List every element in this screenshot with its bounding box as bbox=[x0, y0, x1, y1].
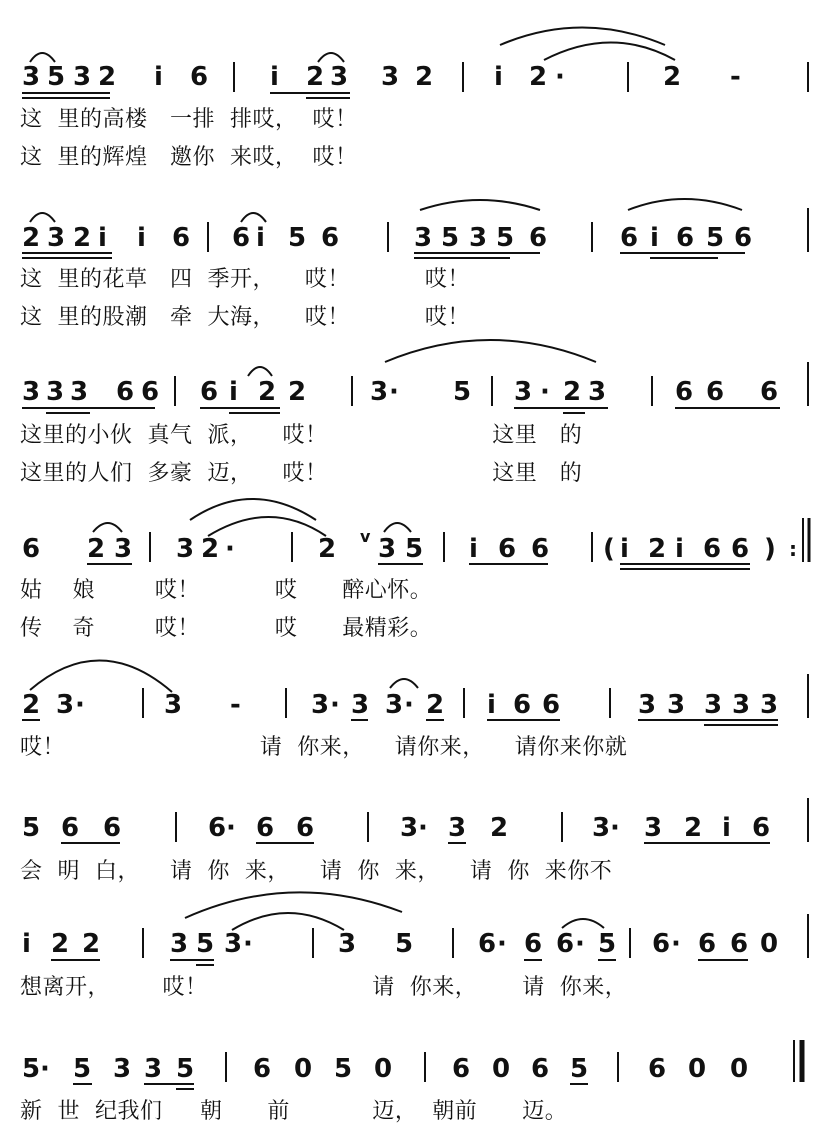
svg-text:3: 3 bbox=[760, 690, 779, 720]
svg-text:i: i bbox=[650, 223, 659, 253]
svg-text:i: i bbox=[487, 690, 496, 720]
system-7-notes bbox=[22, 892, 808, 965]
svg-text:0: 0 bbox=[492, 1054, 511, 1084]
svg-text:6: 6 bbox=[734, 223, 753, 253]
svg-text:·: · bbox=[226, 813, 236, 843]
svg-text:·: · bbox=[330, 690, 340, 720]
svg-text:6: 6 bbox=[760, 377, 779, 407]
svg-text:·: · bbox=[389, 377, 399, 407]
svg-text:i: i bbox=[256, 223, 265, 253]
svg-text:i: i bbox=[154, 62, 163, 92]
svg-text:6: 6 bbox=[22, 534, 41, 564]
svg-text:0: 0 bbox=[730, 1054, 749, 1084]
svg-text:2: 2 bbox=[201, 534, 220, 564]
svg-text:i: i bbox=[229, 377, 238, 407]
svg-text:-: - bbox=[230, 690, 241, 720]
svg-text:6: 6 bbox=[652, 929, 671, 959]
svg-text:6: 6 bbox=[698, 929, 717, 959]
svg-text:6: 6 bbox=[478, 929, 497, 959]
svg-text:6: 6 bbox=[321, 223, 340, 253]
svg-text:3: 3 bbox=[70, 377, 89, 407]
svg-text:3: 3 bbox=[22, 377, 41, 407]
svg-text:6: 6 bbox=[542, 690, 561, 720]
svg-text:5: 5 bbox=[73, 1054, 92, 1084]
lyrics-line: 会 明 白， 请 你 来， 请 你 来， 请 你 来你不 bbox=[20, 859, 613, 884]
svg-text:2: 2 bbox=[87, 534, 106, 564]
svg-text:·: · bbox=[555, 62, 565, 92]
svg-text:6: 6 bbox=[648, 1054, 667, 1084]
svg-text:3: 3 bbox=[381, 62, 400, 92]
svg-text:2: 2 bbox=[82, 929, 101, 959]
svg-text:6: 6 bbox=[498, 534, 517, 564]
svg-text:2: 2 bbox=[288, 377, 307, 407]
svg-text:·: · bbox=[243, 929, 253, 959]
svg-text:3: 3 bbox=[73, 62, 92, 92]
svg-text:6: 6 bbox=[620, 223, 639, 253]
svg-text:5: 5 bbox=[598, 929, 617, 959]
svg-text:2: 2 bbox=[22, 223, 41, 253]
svg-text:3: 3 bbox=[56, 690, 75, 720]
svg-text:2: 2 bbox=[490, 813, 509, 843]
system-2-notes bbox=[22, 199, 808, 258]
svg-text:i: i bbox=[722, 813, 731, 843]
svg-text::: : bbox=[789, 537, 797, 561]
svg-text:2: 2 bbox=[426, 690, 445, 720]
svg-text:i: i bbox=[98, 223, 107, 253]
svg-text:2: 2 bbox=[318, 534, 337, 564]
svg-text:5: 5 bbox=[395, 929, 414, 959]
lyrics-line: 这里的人们 多豪 迈， 哎！ 这里 的 bbox=[20, 461, 583, 486]
svg-text:6: 6 bbox=[531, 1054, 550, 1084]
svg-text:·: · bbox=[575, 929, 585, 959]
svg-text:5: 5 bbox=[22, 1054, 41, 1084]
svg-text:2: 2 bbox=[684, 813, 703, 843]
svg-text:3: 3 bbox=[400, 813, 419, 843]
svg-text:5: 5 bbox=[334, 1054, 353, 1084]
svg-text:·: · bbox=[404, 690, 414, 720]
svg-text:3: 3 bbox=[588, 377, 607, 407]
svg-text:2: 2 bbox=[648, 534, 667, 564]
svg-text:2: 2 bbox=[98, 62, 117, 92]
svg-text:3: 3 bbox=[385, 690, 404, 720]
svg-text:3: 3 bbox=[469, 223, 488, 253]
svg-text:6: 6 bbox=[730, 929, 749, 959]
lyrics-line: 这 里的花草 四 季开， 哎！ 哎！ bbox=[20, 267, 470, 292]
svg-text:i: i bbox=[469, 534, 478, 564]
svg-text:·: · bbox=[540, 377, 550, 407]
svg-text:i: i bbox=[137, 223, 146, 253]
svg-text:): ) bbox=[764, 534, 776, 564]
system-6-notes bbox=[22, 798, 808, 843]
svg-text:i: i bbox=[270, 62, 279, 92]
svg-text:2: 2 bbox=[22, 690, 41, 720]
svg-text:6: 6 bbox=[256, 813, 275, 843]
lyrics-line: 这 里的股潮 牵 大海， 哎！ 哎！ bbox=[20, 305, 470, 330]
svg-text:3: 3 bbox=[46, 377, 65, 407]
svg-text:6: 6 bbox=[703, 534, 722, 564]
svg-text:3: 3 bbox=[592, 813, 611, 843]
svg-text:3: 3 bbox=[514, 377, 533, 407]
svg-text:i: i bbox=[22, 929, 31, 959]
svg-text:3: 3 bbox=[47, 223, 66, 253]
svg-text:3: 3 bbox=[638, 690, 657, 720]
system-3-notes bbox=[22, 340, 808, 413]
svg-text:6: 6 bbox=[61, 813, 80, 843]
svg-text:5: 5 bbox=[47, 62, 66, 92]
svg-text:6: 6 bbox=[190, 62, 209, 92]
svg-text:5: 5 bbox=[288, 223, 307, 253]
svg-text:2: 2 bbox=[563, 377, 582, 407]
svg-text:6: 6 bbox=[676, 223, 695, 253]
system-1-notes bbox=[22, 28, 808, 99]
svg-text:2: 2 bbox=[529, 62, 548, 92]
svg-text:3: 3 bbox=[170, 929, 189, 959]
svg-text:3: 3 bbox=[224, 929, 243, 959]
svg-text:5: 5 bbox=[405, 534, 424, 564]
svg-text:0: 0 bbox=[374, 1054, 393, 1084]
svg-text:3: 3 bbox=[338, 929, 357, 959]
lyrics-line: 传 奇 哎！ 哎 最精彩。 bbox=[20, 616, 433, 641]
svg-text:6: 6 bbox=[731, 534, 750, 564]
svg-text:3: 3 bbox=[732, 690, 751, 720]
svg-text:5: 5 bbox=[196, 929, 215, 959]
svg-text:·: · bbox=[225, 534, 235, 564]
svg-text:i: i bbox=[620, 534, 629, 564]
svg-text:i: i bbox=[675, 534, 684, 564]
system-8-notes bbox=[22, 1040, 802, 1089]
lyrics-line: 想离开， 哎！ 请 你来， 请 你来， bbox=[20, 975, 628, 1000]
svg-text:·: · bbox=[610, 813, 620, 843]
svg-text:3: 3 bbox=[370, 377, 389, 407]
svg-text:6: 6 bbox=[172, 223, 191, 253]
svg-text:6: 6 bbox=[531, 534, 550, 564]
svg-text:i: i bbox=[494, 62, 503, 92]
svg-text:6: 6 bbox=[200, 377, 219, 407]
svg-text:3: 3 bbox=[114, 534, 133, 564]
lyrics-line: 这 里的高楼 一排 排哎， 哎！ bbox=[20, 107, 358, 132]
svg-text:5: 5 bbox=[570, 1054, 589, 1084]
svg-text:6: 6 bbox=[296, 813, 315, 843]
svg-text:0: 0 bbox=[760, 929, 779, 959]
svg-text:0: 0 bbox=[294, 1054, 313, 1084]
svg-text:2: 2 bbox=[51, 929, 70, 959]
svg-text:6: 6 bbox=[103, 813, 122, 843]
lyrics-line: 这 里的辉煌 邀你 来哎， 哎！ bbox=[20, 145, 358, 170]
lyrics-line: 新 世 纪我们 朝 前 迈， 朝前 迈。 bbox=[20, 1099, 568, 1124]
svg-text:0: 0 bbox=[688, 1054, 707, 1084]
svg-text:6: 6 bbox=[141, 377, 160, 407]
svg-text:3: 3 bbox=[330, 62, 349, 92]
svg-text:6: 6 bbox=[253, 1054, 272, 1084]
svg-text:2: 2 bbox=[415, 62, 434, 92]
svg-text:v: v bbox=[360, 527, 371, 546]
svg-text:3: 3 bbox=[704, 690, 723, 720]
svg-text:3: 3 bbox=[144, 1054, 163, 1084]
svg-text:6: 6 bbox=[529, 223, 548, 253]
svg-text:2: 2 bbox=[663, 62, 682, 92]
svg-text:·: · bbox=[40, 1054, 50, 1084]
svg-text:6: 6 bbox=[706, 377, 725, 407]
svg-text:3: 3 bbox=[113, 1054, 132, 1084]
svg-text:2: 2 bbox=[258, 377, 277, 407]
svg-text:·: · bbox=[418, 813, 428, 843]
svg-text:(: ( bbox=[603, 534, 615, 564]
lyrics-line: 这里的小伙 真气 派， 哎！ 这里 的 bbox=[20, 423, 583, 448]
svg-text:5: 5 bbox=[22, 813, 41, 843]
svg-text:5: 5 bbox=[706, 223, 725, 253]
svg-text:6: 6 bbox=[524, 929, 543, 959]
system-4-notes bbox=[22, 499, 809, 569]
svg-text:3: 3 bbox=[378, 534, 397, 564]
svg-text:3: 3 bbox=[414, 223, 433, 253]
svg-text:6: 6 bbox=[675, 377, 694, 407]
svg-text:3: 3 bbox=[667, 690, 686, 720]
svg-text:3: 3 bbox=[176, 534, 195, 564]
svg-text:6: 6 bbox=[232, 223, 251, 253]
svg-text:2: 2 bbox=[73, 223, 92, 253]
svg-text:6: 6 bbox=[452, 1054, 471, 1084]
svg-text:·: · bbox=[497, 929, 507, 959]
lyrics-line: 哎！ 请 你来， 请你来， 请你来你就 bbox=[20, 735, 628, 760]
svg-text:6: 6 bbox=[752, 813, 771, 843]
svg-text:6: 6 bbox=[116, 377, 135, 407]
svg-text:3: 3 bbox=[164, 690, 183, 720]
svg-text:5: 5 bbox=[453, 377, 472, 407]
svg-text:3: 3 bbox=[644, 813, 663, 843]
system-5-notes bbox=[22, 660, 808, 725]
svg-text:6: 6 bbox=[513, 690, 532, 720]
svg-text:6: 6 bbox=[208, 813, 227, 843]
svg-text:5: 5 bbox=[441, 223, 460, 253]
svg-text:5: 5 bbox=[496, 223, 515, 253]
svg-text:·: · bbox=[671, 929, 681, 959]
svg-text:2: 2 bbox=[306, 62, 325, 92]
lyrics-line: 姑 娘 哎！ 哎 醉心怀。 bbox=[20, 578, 433, 603]
svg-text:5: 5 bbox=[176, 1054, 195, 1084]
svg-text:3: 3 bbox=[351, 690, 370, 720]
svg-text:·: · bbox=[75, 690, 85, 720]
svg-text:3: 3 bbox=[448, 813, 467, 843]
svg-text:3: 3 bbox=[22, 62, 41, 92]
svg-text:3: 3 bbox=[311, 690, 330, 720]
svg-text:6: 6 bbox=[556, 929, 575, 959]
svg-text:-: - bbox=[730, 62, 741, 92]
